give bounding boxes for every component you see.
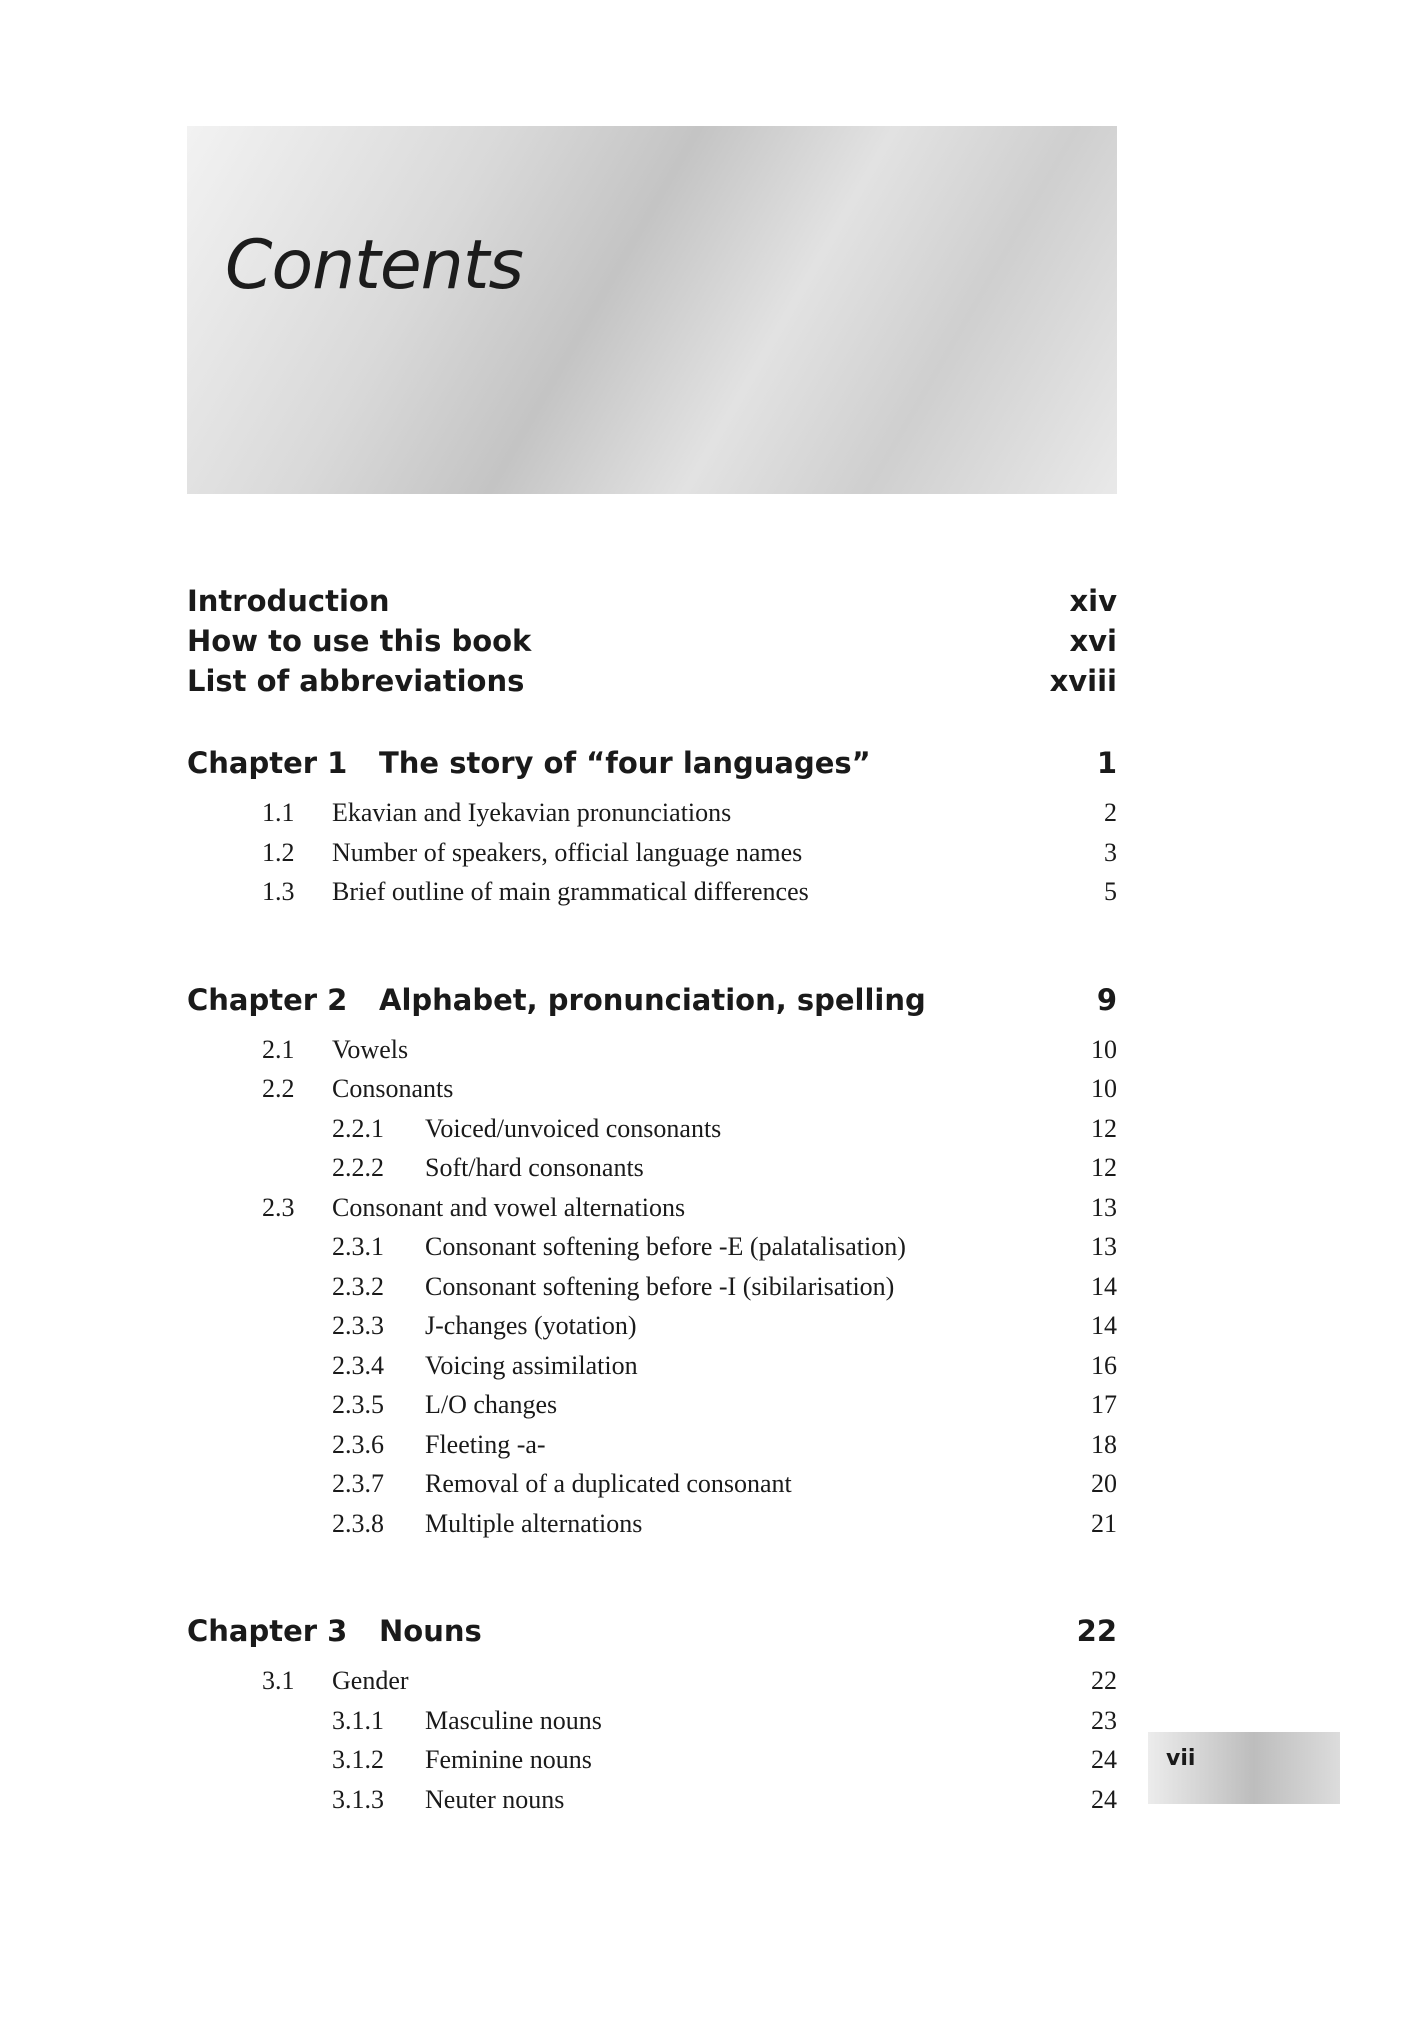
section-title: Fleeting -a-: [425, 1429, 546, 1459]
page-number: vii: [1166, 1746, 1196, 1771]
toc-subsection[interactable]: [187, 1114, 1117, 1154]
section-number: 2.3.8: [332, 1508, 384, 1538]
section-page: 12: [1091, 1153, 1117, 1182]
chapter-label: Chapter 3: [187, 1614, 348, 1648]
toc-section[interactable]: [187, 1074, 1117, 1114]
chapter-page: 22: [1076, 1614, 1117, 1648]
toc-entry-page: xvi: [1069, 624, 1117, 658]
toc-section[interactable]: [187, 877, 1117, 917]
section-number: 2.2.2: [332, 1153, 384, 1182]
section-title: Soft/hard consonants: [425, 1153, 644, 1182]
section-number: 2.2.1: [332, 1113, 384, 1143]
section-title: Brief outline of main grammatical differences: [332, 877, 809, 906]
toc-subsection[interactable]: [187, 1153, 1117, 1193]
section-page: 18: [1091, 1429, 1117, 1459]
section-page: 23: [1091, 1705, 1117, 1735]
section-page: 2: [1104, 798, 1117, 827]
section-title: Feminine nouns: [425, 1745, 592, 1774]
chapter-page: 9: [1096, 982, 1117, 1017]
toc-entry-introduction[interactable]: [187, 584, 1117, 624]
toc-entry-title: How to use this book: [187, 624, 532, 658]
section-page: 16: [1091, 1350, 1117, 1380]
section-page: 12: [1091, 1113, 1117, 1143]
section-title: Consonants: [332, 1074, 454, 1103]
section-number: 2.3.3: [332, 1311, 384, 1340]
section-number: 2.3.7: [332, 1469, 384, 1498]
section-page: 5: [1104, 877, 1117, 906]
section-number: 2.3: [262, 1192, 295, 1222]
section-page: 10: [1091, 1074, 1117, 1103]
section-page: 22: [1091, 1666, 1117, 1695]
section-title: Voicing assimilation: [425, 1350, 638, 1380]
toc-entry-how-to-use[interactable]: [187, 624, 1117, 664]
toc-section[interactable]: [187, 1035, 1117, 1075]
section-number: 3.1.1: [332, 1705, 384, 1735]
toc-section[interactable]: [187, 838, 1117, 878]
chapter-title: Nouns: [379, 1614, 482, 1648]
toc-chapter-3[interactable]: [187, 1596, 1117, 1666]
section-page: 13: [1091, 1192, 1117, 1222]
section-page: 24: [1091, 1745, 1117, 1774]
chapter-page: 1: [1096, 746, 1117, 780]
toc-subsection[interactable]: [187, 1745, 1117, 1785]
section-number: 1.1: [262, 798, 295, 827]
contents-banner: [187, 126, 1117, 494]
toc-subsection[interactable]: [187, 1785, 1117, 1825]
section-number: 2.3.5: [332, 1390, 384, 1419]
section-title: Gender: [332, 1666, 409, 1695]
toc-section[interactable]: [187, 1666, 1117, 1706]
section-number: 3.1: [262, 1666, 295, 1695]
section-page: 20: [1091, 1469, 1117, 1498]
toc-subsection[interactable]: [187, 1706, 1117, 1746]
table-of-contents: [187, 584, 1117, 1824]
section-title: Number of speakers, official language names: [332, 837, 803, 867]
section-page: 13: [1091, 1232, 1117, 1261]
section-title: Masculine nouns: [425, 1705, 602, 1735]
chapter-label: Chapter 2: [187, 982, 348, 1017]
toc-subsection[interactable]: [187, 1272, 1117, 1312]
toc-subsection[interactable]: [187, 1311, 1117, 1351]
section-title: L/O changes: [425, 1390, 558, 1419]
section-title: Consonant and vowel alternations: [332, 1192, 686, 1222]
section-number: 2.1: [262, 1034, 295, 1064]
section-number: 2.3.1: [332, 1232, 384, 1261]
toc-entry-title: Introduction: [187, 584, 390, 618]
toc-subsection[interactable]: [187, 1509, 1117, 1549]
section-title: Neuter nouns: [425, 1784, 565, 1814]
section-title: Voiced/unvoiced consonants: [425, 1113, 722, 1143]
section-page: 14: [1091, 1271, 1117, 1301]
section-number: 1.3: [262, 877, 295, 906]
toc-entry-page: xiv: [1069, 584, 1117, 618]
toc-subsection[interactable]: [187, 1390, 1117, 1430]
section-number: 2.2: [262, 1074, 295, 1103]
section-page: 10: [1091, 1034, 1117, 1064]
toc-subsection[interactable]: [187, 1430, 1117, 1470]
toc-section[interactable]: [187, 1193, 1117, 1233]
section-number: 2.3.4: [332, 1350, 384, 1380]
toc-subsection[interactable]: [187, 1469, 1117, 1509]
section-number: 1.2: [262, 837, 295, 867]
toc-entry-title: List of abbreviations: [187, 664, 525, 698]
section-page: 21: [1091, 1508, 1117, 1538]
section-title: Consonant softening before -E (palatalisation): [425, 1232, 906, 1261]
section-number: 2.3.2: [332, 1271, 384, 1301]
page-number-tab: [1148, 1732, 1340, 1804]
section-title: J-changes (yotation): [425, 1311, 637, 1340]
toc-entry-page: xviii: [1049, 664, 1117, 698]
toc-subsection[interactable]: [187, 1351, 1117, 1391]
section-title: Vowels: [332, 1034, 409, 1064]
section-title: Removal of a duplicated consonant: [425, 1469, 792, 1498]
section-title: Multiple alternations: [425, 1508, 643, 1538]
toc-chapter-1[interactable]: [187, 728, 1117, 798]
section-title: Ekavian and Iyekavian pronunciations: [332, 798, 732, 827]
toc-chapter-2[interactable]: [187, 965, 1117, 1035]
toc-entry-abbreviations[interactable]: [187, 664, 1117, 704]
section-page: 24: [1091, 1784, 1117, 1814]
section-number: 3.1.3: [332, 1784, 384, 1814]
toc-section[interactable]: [187, 798, 1117, 838]
chapter-title: Alphabet, pronunciation, spelling: [379, 982, 926, 1017]
section-title: Consonant softening before -I (sibilarisation): [425, 1271, 895, 1301]
section-page: 17: [1091, 1390, 1117, 1419]
toc-subsection[interactable]: [187, 1232, 1117, 1272]
section-number: 3.1.2: [332, 1745, 384, 1774]
section-number: 2.3.6: [332, 1429, 384, 1459]
section-page: 14: [1091, 1311, 1117, 1340]
chapter-label: Chapter 1: [187, 746, 348, 780]
section-page: 3: [1104, 837, 1117, 867]
chapter-title: The story of “four languages”: [379, 746, 871, 780]
page-title: Contents: [225, 226, 523, 305]
